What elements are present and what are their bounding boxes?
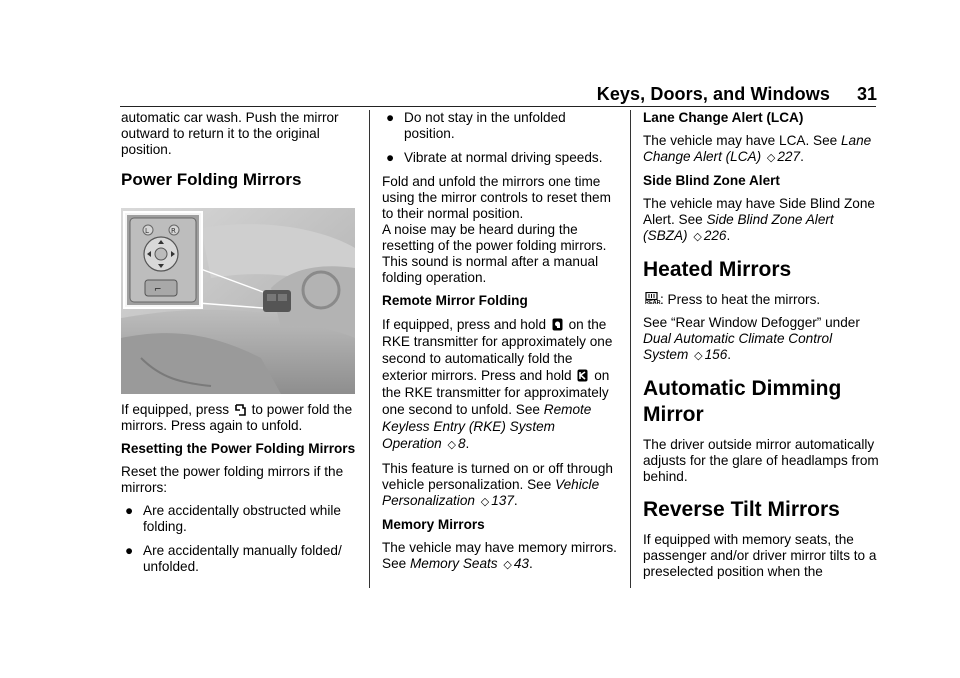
personalization-paragraph: This feature is turned on or off through vehicle personalization. See Vehicle Personalization ◇ 137. xyxy=(382,461,613,508)
lca-heading: Lane Change Alert (LCA) xyxy=(643,110,804,125)
defog-paragraph: See “Rear Window Defogger” under Dual Automatic Climate Control System ◇ 156. xyxy=(643,315,860,362)
reset-paragraph: Reset the power folding mirrors if the mirrors: xyxy=(121,464,344,495)
noise-paragraph: A noise may be heard during the resetting of the power folding mirrors. This sound is normal after a manual folding operation. xyxy=(382,222,607,285)
header-rule xyxy=(120,106,876,107)
list-item: ● Are accidentally manually folded/ unfolded. xyxy=(125,543,342,574)
page-ref-icon: ◇ xyxy=(694,350,703,362)
heated-paragraph: REAR : Press to heat the mirrors. xyxy=(645,292,821,307)
list-item: ● Do not stay in the unfolded position. xyxy=(386,110,566,141)
dimming-paragraph: The driver outside mirror automatically adjusts for the glare of headlamps from behind. xyxy=(643,437,879,484)
lca-paragraph: The vehicle may have LCA. See Lane Change Alert (LCA) ◇ 227. xyxy=(643,133,872,164)
reset-instructions: Fold and unfold the mirrors one time using the mirror controls to reset them to their normal position. xyxy=(382,174,611,221)
column-divider xyxy=(630,110,631,588)
page-ref-icon: ◇ xyxy=(503,559,512,571)
tilt-paragraph: If equipped with memory seats, the passenger and/or driver mirror tilts to a preselected position when the xyxy=(643,532,877,579)
list-item: ● Vibrate at normal driving speeds. xyxy=(386,150,603,165)
mirror-control-illustration xyxy=(121,208,355,394)
sbza-heading: Side Blind Zone Alert xyxy=(643,173,780,188)
remote-folding-paragraph: If equipped, press and hold on the RKE transmitter for approximately one second to automatically fold the exterior mirrors. Press and hold on the RKE transmitter for approximately one second to unfold. See Remote Keyless Entry (RKE) System Operation ◇ 8. xyxy=(382,317,613,451)
fold-paragraph: If equipped, press to power fold the mirrors. Press again to unfold. xyxy=(121,402,353,433)
column-divider xyxy=(369,110,370,588)
page-ref-icon: ◇ xyxy=(766,152,776,164)
page-number: 31 xyxy=(856,84,877,104)
page-header xyxy=(0,70,960,110)
column-left xyxy=(121,110,357,583)
heated-mirrors-heading: Heated Mirrors xyxy=(643,258,792,281)
intro-paragraph: automatic car wash. Push the mirror outward to return it to the original position. xyxy=(121,110,339,157)
auto-dimming-heading: Automatic Dimming Mirror xyxy=(643,377,842,426)
page-ref-icon: ◇ xyxy=(447,439,456,451)
fold-mirror-icon xyxy=(235,404,246,416)
unlock-fold-icon xyxy=(577,369,588,382)
reset-heading: Resetting the Power Folding Mirrors xyxy=(121,441,356,456)
sbza-paragraph: The vehicle may have Side Blind Zone Alert. See Side Blind Zone Alert (SBZA) ◇ 226. xyxy=(643,196,875,243)
rear-defog-icon: REAR xyxy=(645,292,658,307)
svg-text:L: L xyxy=(145,227,149,235)
memory-paragraph: The vehicle may have memory mirrors. See Memory Seats ◇ 43. xyxy=(382,540,617,571)
remote-folding-heading: Remote Mirror Folding xyxy=(382,293,528,308)
column-middle xyxy=(382,110,618,580)
mirror-control-figure xyxy=(121,208,355,394)
reverse-tilt-heading: Reverse Tilt Mirrors xyxy=(643,498,840,521)
memory-mirrors-heading: Memory Mirrors xyxy=(382,517,485,532)
page-ref-icon: ◇ xyxy=(480,496,490,508)
column-right xyxy=(643,110,879,587)
page-ref-icon: ◇ xyxy=(693,231,702,243)
lock-fold-icon xyxy=(552,318,563,331)
section-title: Keys, Doors, and Windows xyxy=(596,84,830,104)
svg-text:R: R xyxy=(171,227,176,235)
power-folding-heading: Power Folding Mirrors xyxy=(121,170,302,189)
list-item: ● Are accidentally obstructed while folding. xyxy=(125,503,341,534)
svg-text:⌐: ⌐ xyxy=(154,285,162,295)
